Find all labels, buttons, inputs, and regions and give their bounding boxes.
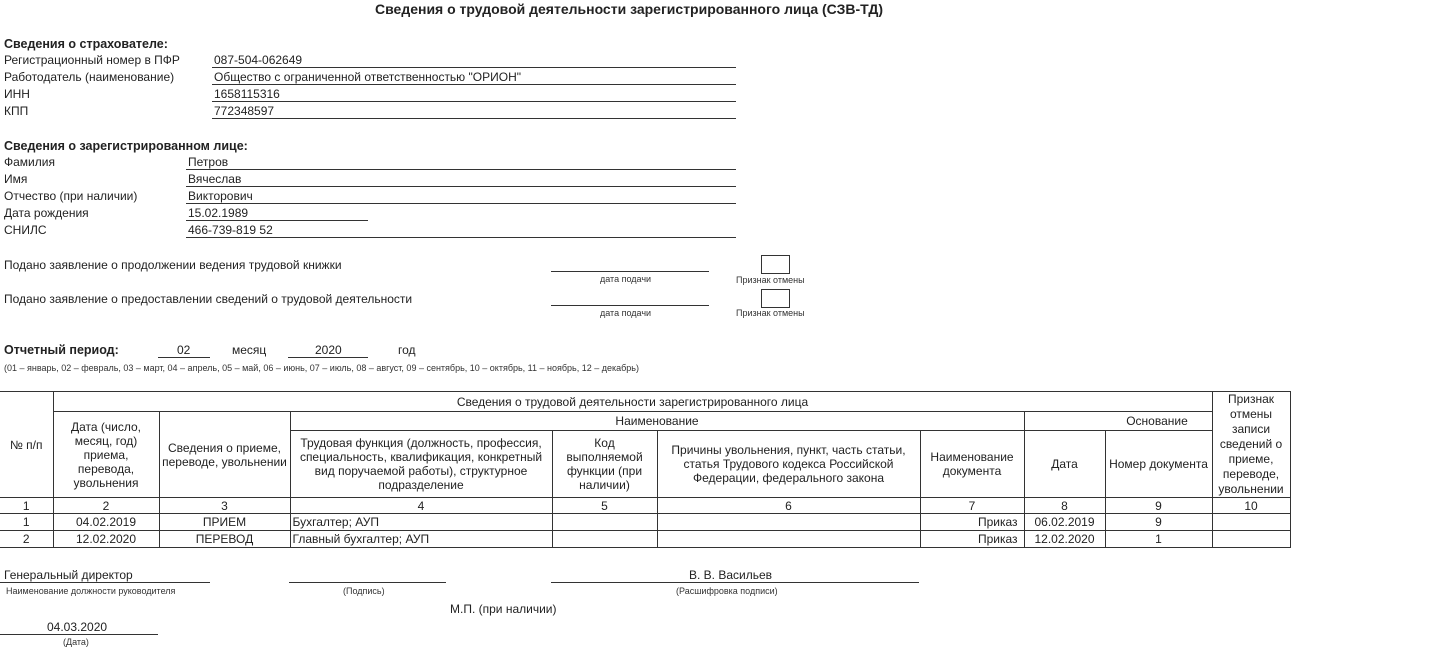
snils-label: СНИЛС: [4, 223, 47, 237]
header-basis: Основание: [1024, 412, 1290, 431]
signer-position-caption: Наименование должности руководителя: [6, 586, 176, 596]
signer-position: Генеральный директор: [4, 568, 133, 582]
header-name-group: Наименование: [290, 412, 1024, 431]
row-event: ПРИЕМ: [159, 514, 290, 531]
row-reason: [657, 514, 920, 531]
employment-table: [0, 391, 1291, 548]
column-numbers-row: [0, 498, 1290, 514]
header-date: Дата (число, месяц, год) приема, перевода, увольнения: [53, 412, 159, 498]
info-date-caption: дата подачи: [600, 308, 652, 318]
column-number: 1: [0, 498, 53, 514]
row-cancel: [1212, 531, 1290, 548]
row-function: Бухгалтер; АУП: [290, 514, 552, 531]
patronymic-label: Отчество (при наличии): [4, 189, 138, 203]
workbook-cancel-box: [761, 255, 790, 274]
kpp-value: 772348597: [214, 104, 275, 118]
row-reason: [657, 531, 920, 548]
employer-value: Общество с ограниченной ответственностью "ОРИОН": [214, 70, 522, 84]
reg-number-value: 087-504-062649: [214, 53, 303, 67]
workbook-cancel-caption: Признак отмены: [736, 275, 805, 285]
row-doc-name: Приказ: [920, 514, 1024, 531]
signature-caption: (Подпись): [343, 586, 385, 596]
inn-label: ИНН: [4, 87, 30, 101]
workbook-date-caption: дата подачи: [600, 274, 652, 284]
dob-label: Дата рождения: [4, 206, 89, 220]
row-doc-date: 06.02.2019: [1024, 514, 1105, 531]
row-date: 04.02.2019: [53, 514, 159, 531]
column-number: 2: [53, 498, 159, 514]
row-code: [552, 531, 657, 548]
snils-value: 466-739-819 52: [188, 223, 273, 237]
employer-label: Работодатель (наименование): [4, 70, 175, 84]
period-year-label: год: [398, 343, 416, 357]
row-doc-date: 12.02.2020: [1024, 531, 1105, 548]
row-doc-number: 1: [1105, 531, 1212, 548]
person-heading: Сведения о зарегистрированном лице:: [4, 139, 248, 153]
header-main: Сведения о трудовой деятельности зарегистрированного лица: [53, 392, 1212, 412]
header-reasons: Причины увольнения, пункт, часть статьи, статья Трудового кодекса Российской Федерации, федерального закона: [657, 431, 920, 498]
surname-label: Фамилия: [4, 155, 55, 169]
row-cancel: [1212, 514, 1290, 531]
row-number: 2: [0, 531, 53, 548]
period-month-label: месяц: [232, 343, 267, 357]
header-cancel: Признак отмены записи сведений о приеме, переводе, увольнении: [1212, 392, 1290, 498]
reg-number-label: Регистрационный номер в ПФР: [4, 53, 180, 67]
column-number: 9: [1105, 498, 1212, 514]
row-doc-number: 9: [1105, 514, 1212, 531]
row-function: Главный бухгалтер; АУП: [290, 531, 552, 548]
column-number: 7: [920, 498, 1024, 514]
header-function: Трудовая функция (должность, профессия, специальность, квалификация, конкретный вид поручаемой работы), структурное подразделение: [290, 431, 552, 498]
signing-date-caption: (Дата): [63, 637, 89, 647]
table-row: [0, 531, 1290, 548]
header-doc-date: Дата: [1024, 431, 1105, 498]
period-label: Отчетный период:: [4, 343, 119, 357]
dob-value: 15.02.1989: [188, 206, 249, 220]
header-doc-number: Номер документа: [1105, 431, 1212, 498]
document-title: Сведения о трудовой деятельности зарегистрированного лица (СЗВ-ТД): [375, 1, 883, 17]
column-number: 4: [290, 498, 552, 514]
table-row: [0, 514, 1290, 531]
surname-value: Петров: [188, 155, 229, 169]
row-date: 12.02.2020: [53, 531, 159, 548]
signer-name-caption: (Расшифровка подписи): [676, 586, 778, 596]
column-number: 3: [159, 498, 290, 514]
column-number: 6: [657, 498, 920, 514]
header-number: № п/п: [0, 392, 53, 498]
name-label: Имя: [4, 172, 28, 186]
header-code: Код выполняемой функции (при наличии): [552, 431, 657, 498]
column-number: 8: [1024, 498, 1105, 514]
workbook-application-label: Подано заявление о продолжении ведения трудовой книжки: [4, 258, 342, 272]
info-cancel-box: [761, 289, 790, 308]
patronymic-value: Викторович: [188, 189, 253, 203]
inn-value: 1658115316: [214, 87, 280, 101]
column-number: 10: [1212, 498, 1290, 514]
info-cancel-caption: Признак отмены: [736, 308, 805, 318]
stamp-label: М.П. (при наличии): [450, 602, 557, 616]
insurer-heading: Сведения о страхователе:: [4, 37, 168, 51]
signer-name: В. В. Васильев: [689, 568, 773, 582]
kpp-label: КПП: [4, 104, 29, 118]
signing-date: 04.03.2020: [47, 620, 108, 634]
column-number: 5: [552, 498, 657, 514]
row-event: ПЕРЕВОД: [159, 531, 290, 548]
header-event: Сведения о приеме, переводе, увольнении: [159, 412, 290, 498]
row-doc-name: Приказ: [920, 531, 1024, 548]
row-code: [552, 514, 657, 531]
period-year-value: 2020: [315, 343, 342, 357]
period-legend: (01 – январь, 02 – февраль, 03 – март, 04 – апрель, 05 – май, 06 – июнь, 07 – июль, 08 – август, 09 – сентябрь, 10 – октябрь, 11 – ноябрь, 12 – декабрь): [4, 363, 639, 373]
info-application-label: Подано заявление о предоставлении сведений о трудовой деятельности: [4, 292, 413, 306]
row-number: 1: [0, 514, 53, 531]
header-doc-name: Наименование документа: [920, 431, 1024, 498]
name-value: Вячеслав: [188, 172, 242, 186]
period-month-value: 02: [177, 343, 191, 357]
